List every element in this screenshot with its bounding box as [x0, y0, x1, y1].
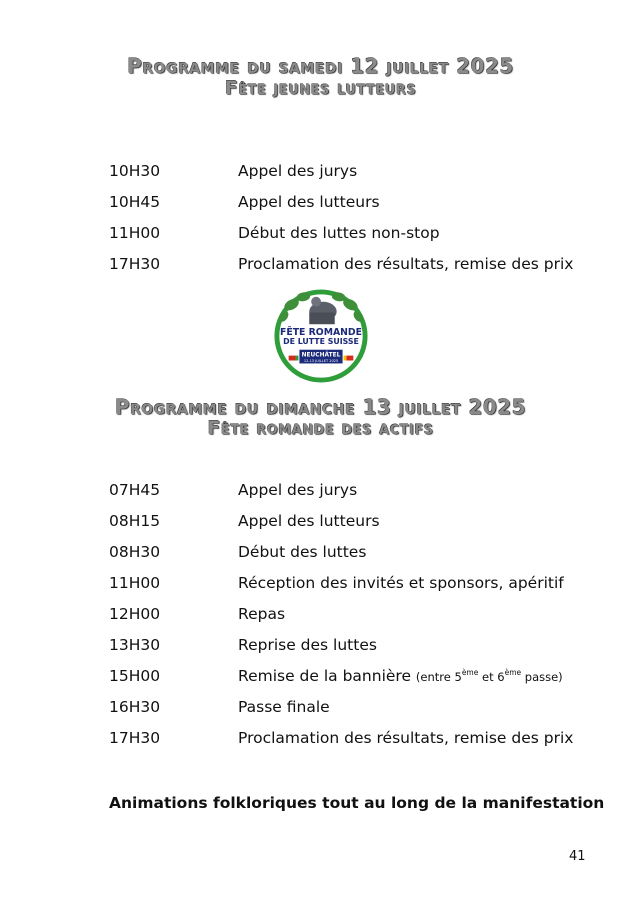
schedule-time: 17H30: [109, 255, 161, 273]
schedule-event: Proclamation des résultats, remise des prix: [238, 729, 574, 747]
schedule-event: Appel des lutteurs: [238, 193, 380, 211]
schedule-event: Appel des jurys: [238, 162, 358, 180]
saturday-title: Programme du samedi 12 juillet 2025: [127, 54, 514, 78]
schedule-row: [0, 540, 641, 564]
schedule-event: Appel des lutteurs: [238, 512, 380, 530]
schedule-event: Début des luttes: [238, 543, 367, 561]
schedule-time: 13H30: [109, 636, 161, 654]
schedule-row: [0, 664, 641, 688]
schedule-event: Appel des jurys: [238, 481, 358, 499]
schedule-event: Début des luttes non-stop: [238, 224, 440, 242]
schedule-row: [0, 571, 641, 595]
schedule-row: [0, 478, 641, 502]
schedule-time: 15H00: [109, 667, 161, 685]
fete-romande-logo: [272, 287, 370, 385]
schedule-event: Reprise des luttes: [238, 636, 377, 654]
schedule-time: 11H00: [109, 574, 161, 592]
logo-line1: FÊTE ROMANDE: [280, 327, 362, 339]
schedule-row: [0, 695, 641, 719]
schedule-event: Réception des invités et sponsors, apéritif: [238, 574, 564, 592]
logo-line2: DE LUTTE SUISSE: [283, 336, 359, 346]
schedule-row: [0, 221, 641, 245]
page-number: 41: [569, 849, 586, 864]
schedule-time: 10H30: [109, 162, 161, 180]
sunday-title: Programme du dimanche 13 juillet 2025: [114, 395, 527, 419]
schedule-row: [0, 509, 641, 533]
schedule-time: 11H00: [109, 224, 161, 242]
logo-place: NEUCHÂTEL: [301, 352, 341, 359]
note-superscript-1: ème: [461, 668, 479, 677]
schedule-row: [0, 726, 641, 750]
schedule-event-note: [416, 670, 563, 684]
folklore-note: Animations folkloriques tout au long de la manifestation: [109, 794, 605, 812]
schedule-time: 16H30: [109, 698, 161, 716]
schedule-event-with-note: [238, 664, 563, 689]
note-prefix: (entre 5: [415, 670, 462, 684]
schedule-row: [0, 602, 641, 626]
note-superscript-2: ème: [504, 668, 522, 677]
schedule-event: Proclamation des résultats, remise des prix: [238, 255, 574, 273]
schedule-row: [0, 190, 641, 214]
saturday-subtitle: Fête jeunes lutteurs: [224, 77, 417, 99]
schedule-event: Repas: [238, 605, 286, 623]
schedule-time: 17H30: [109, 729, 161, 747]
sunday-subtitle: Fête romande des actifs: [207, 417, 434, 439]
schedule-row: [0, 159, 641, 183]
schedule-time: 12H00: [109, 605, 161, 623]
logo-dates: 12-13 JUILLET 2025: [303, 358, 339, 363]
schedule-event: Passe finale: [238, 698, 330, 716]
schedule-time: 08H15: [109, 512, 161, 530]
schedule-time: 07H45: [109, 481, 161, 499]
schedule-row: [0, 633, 641, 657]
note-middle: et 6: [478, 670, 505, 684]
schedule-time: 08H30: [109, 543, 161, 561]
schedule-row: [0, 252, 641, 276]
note-suffix: passe): [521, 670, 563, 684]
schedule-time: 10H45: [109, 193, 161, 211]
schedule-event: Remise de la bannière: [238, 667, 411, 685]
